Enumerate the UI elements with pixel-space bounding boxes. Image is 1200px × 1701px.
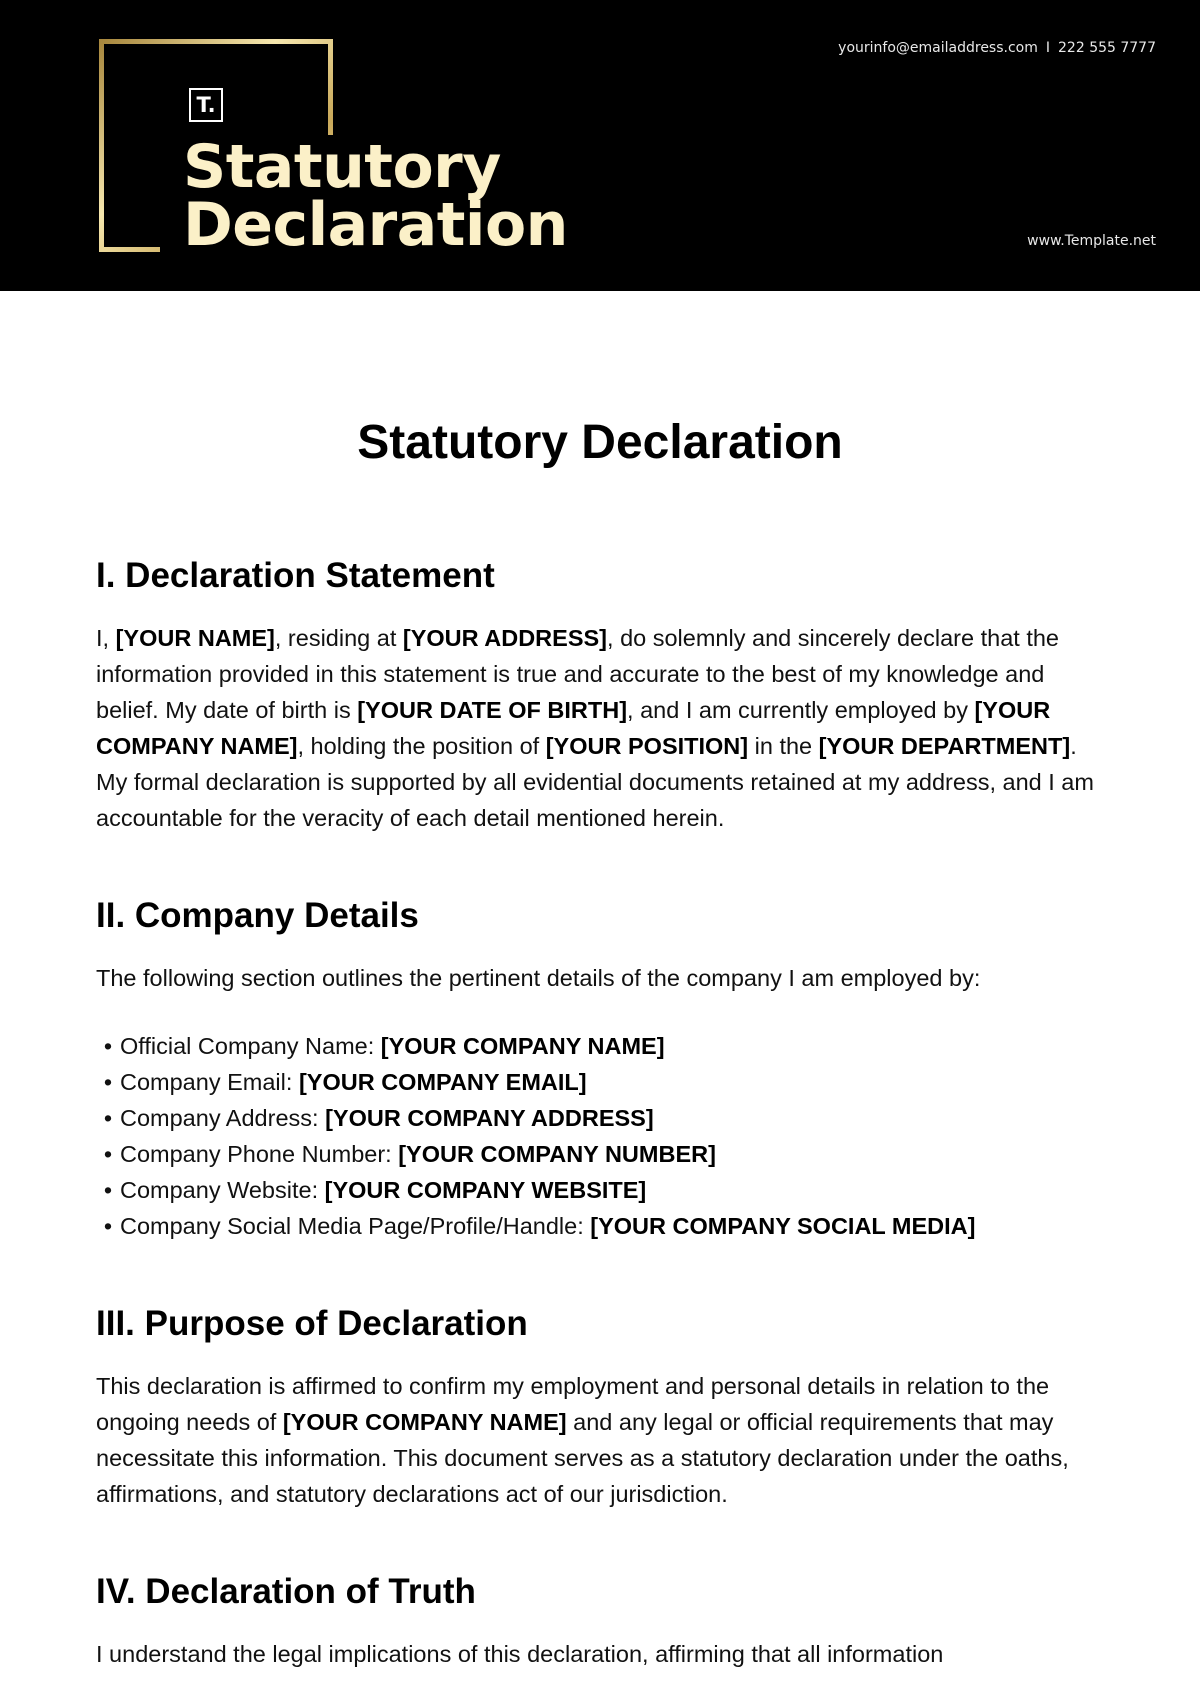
section-heading: IV. Declaration of Truth [96, 1572, 476, 1611]
section-paragraph: This declaration is affirmed to confirm my employment and personal details in relation to the ongoing needs of [YOUR COMPANY NAME] and any legal or official requirements that may necessitate this information. This document serves as a statutory declaration under the oaths, affirmations, and statutory declarations act of our jurisdiction. [96, 1373, 1069, 1507]
contact-phone: 222 555 7777 [1058, 40, 1156, 56]
list-item: • Company Phone Number: [YOUR COMPANY NUMBER] [103, 1141, 716, 1167]
section-intro: The following section outlines the pertinent details of the company I am employed by: [96, 965, 981, 991]
section-heading: II. Company Details [96, 896, 419, 935]
contact-info: yourinfo@emailaddress.com I 222 555 7777 [838, 40, 1156, 56]
section-company-details [96, 888, 1106, 1244]
section-declaration-statement [96, 548, 1106, 836]
section-paragraph: I understand the legal implications of this declaration, affirming that all information [96, 1641, 944, 1667]
list-item: • Company Social Media Page/Profile/Handle: [YOUR COMPANY SOCIAL MEDIA] [103, 1213, 976, 1239]
template-logo-icon: T. [189, 88, 223, 122]
section-heading: I. Declaration Statement [96, 556, 495, 595]
section-paragraph: I, [YOUR NAME], residing at [YOUR ADDRESS], do solemnly and sincerely declare that the information provided in this statement is true and accurate to the best of my knowledge and belief. My date of birth is [YOUR DATE OF BIRTH], and I am currently employed by [YOUR COMPANY NAME], holding the position of [YOUR POSITION] in the [YOUR DEPARTMENT]. My formal declaration is supported by all evidential documents retained at my address, and I am accountable for the veracity of each detail mentioned herein. [96, 625, 1094, 831]
section-purpose-of-declaration [96, 1296, 1106, 1512]
list-item: • Company Address: [YOUR COMPANY ADDRESS] [103, 1105, 654, 1131]
section-heading: III. Purpose of Declaration [96, 1304, 528, 1343]
list-item: • Official Company Name: [YOUR COMPANY NAME] [103, 1033, 665, 1059]
document-body [96, 548, 1106, 1672]
header-banner [0, 0, 1200, 291]
list-item: • Company Email: [YOUR COMPANY EMAIL] [103, 1069, 587, 1095]
section-declaration-of-truth [96, 1564, 1106, 1672]
list-item: • Company Website: [YOUR COMPANY WEBSITE] [103, 1177, 647, 1203]
document-title: Statutory Declaration [357, 416, 843, 469]
company-details-list [96, 1028, 1106, 1244]
brand-title: Statutory Declaration [183, 132, 568, 260]
website-link: www.Template.net [1027, 233, 1156, 249]
contact-email: yourinfo@emailaddress.com [838, 40, 1038, 56]
